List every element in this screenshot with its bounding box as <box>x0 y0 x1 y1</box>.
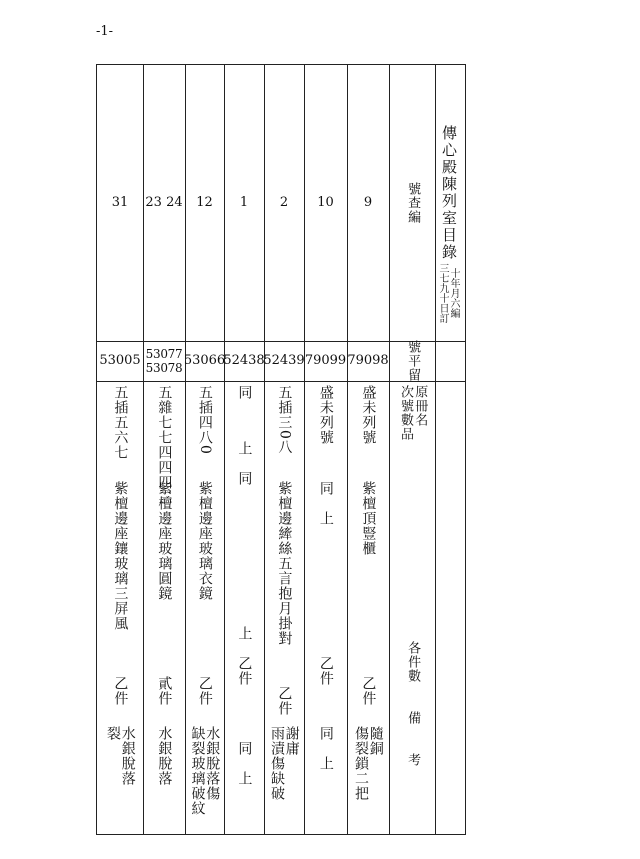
row-serial: 12 <box>196 194 213 210</box>
row-serial: 9 <box>363 194 373 210</box>
row-note: 謝庸 雨漬傷缺破 <box>269 726 300 801</box>
row-serial: 1 <box>239 194 249 210</box>
row-count: 乙件 <box>276 686 293 716</box>
row-name: 五插五六七 <box>112 385 129 460</box>
header-count: 各件數 <box>405 641 421 683</box>
row-count: 乙件 <box>112 676 129 706</box>
table-row <box>224 381 264 836</box>
row-name: 盛未列號 <box>360 385 377 445</box>
row-item: 紫檀邊座玻璃衣鏡 <box>196 481 213 601</box>
table-row <box>97 381 143 836</box>
row-serial: 10 <box>317 194 334 210</box>
catalog-title: 傳心殿陳列室目錄 <box>440 125 458 261</box>
row-serial: 23 24 <box>145 194 183 210</box>
row-catalog: 53066 <box>183 352 226 368</box>
row-item: 紫檀頂豎櫃 <box>360 481 377 556</box>
row-count: 貳件 <box>156 676 173 706</box>
row-name: 五雜七七四四四三 <box>156 385 173 505</box>
table-row <box>185 381 224 836</box>
header-serial: 號查編 <box>405 182 421 224</box>
row-catalog: 52438 <box>223 352 265 368</box>
row-item: 同 上 <box>317 481 334 526</box>
row-item: 紫檀邊縴絲五言抱月掛對 <box>276 481 293 646</box>
row-note: 同 上 <box>317 726 334 771</box>
row-name: 同 <box>236 385 253 400</box>
table-row <box>347 381 389 836</box>
row-catalog: 52439 <box>263 352 305 368</box>
row-count: 上 乙件 <box>236 626 253 686</box>
table-row <box>264 381 304 836</box>
row-catalog: 53005 <box>99 352 141 368</box>
row-serial: 31 <box>111 194 129 210</box>
row-name: 五插四八0 <box>196 385 213 455</box>
row-count: 乙件 <box>317 656 334 686</box>
row-note: 水銀脫落 <box>156 726 173 786</box>
catalog-table <box>96 64 466 835</box>
title-cell <box>435 65 467 341</box>
table-row <box>304 381 347 836</box>
row-count: 乙件 <box>196 676 213 706</box>
header-catalog: 號平留 <box>405 340 421 382</box>
row-name: 五插三0八 <box>276 385 293 455</box>
row-item: 紫檀邊座鑲玻璃三屏風 <box>112 481 129 631</box>
row-catalog: 53077 53078 <box>145 346 183 375</box>
row-item: 紫檀邊座玻璃圓鏡 <box>156 481 173 601</box>
header-details <box>389 381 435 836</box>
catalog-date: 十年月六編 三七九十日訂 <box>437 263 459 323</box>
row-note: 隨銅 傷裂鎖二把 <box>353 726 384 801</box>
row-name: 盛未列號 <box>317 385 334 445</box>
row-note: 同 上 <box>236 741 253 786</box>
row-item: 上 同 <box>236 441 253 486</box>
table-row <box>143 381 185 836</box>
page-number: -1- <box>96 24 114 39</box>
row-note: 水銀脫落 裂 <box>105 726 136 786</box>
row-catalog: 79098 <box>347 352 389 368</box>
row-note: 水銀脫落傷 缺裂玻璃破紋 <box>189 726 221 816</box>
row-catalog: 79099 <box>304 352 347 368</box>
row-count: 乙件 <box>360 676 377 706</box>
header-original: 原冊名 次號數品 <box>398 385 428 441</box>
header-remarks: 備 考 <box>405 711 421 767</box>
row-serial: 2 <box>279 194 289 210</box>
